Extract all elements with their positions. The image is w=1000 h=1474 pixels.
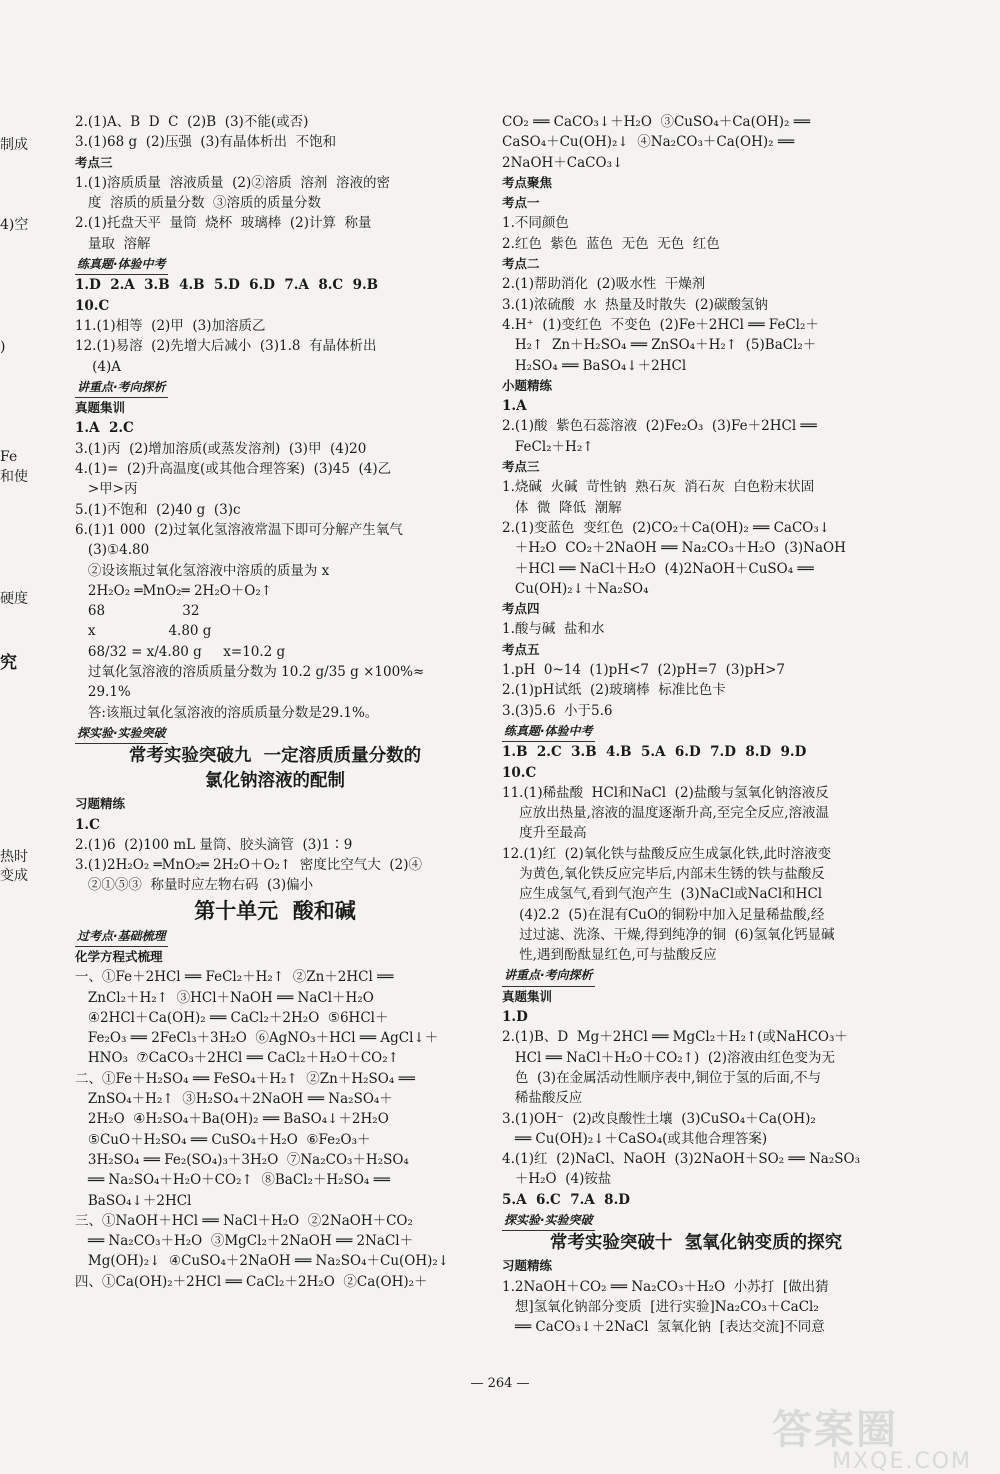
answer-line: 2H₂O ④H₂SO₄＋Ba(OH)₂ ══ BaSO₄↓＋2H₂O — [75, 1111, 389, 1128]
left-column — [75, 112, 475, 1292]
answer-line: 4.(1)= (2)升高温度(或其他合理答案) (3)45 (4)乙 — [75, 461, 392, 478]
section-heading: 考点聚焦 — [502, 174, 553, 190]
answer-line: 1.D — [502, 1009, 528, 1026]
answer-line: CO₂ ══ CaCO₃↓＋H₂O ③CuSO₄＋Ca(OH)₂ ══ — [502, 114, 810, 130]
answer-line: 1.D 2.A 3.B 4.B 5.D 6.D 7.A 8.C 9.B — [75, 277, 379, 294]
section-heading: 小题精练 — [502, 377, 553, 393]
answer-line: 2.(1)酸 紫色石蕊溶液 (2)Fe₂O₃ (3)Fe＋2HCl ══ — [502, 418, 817, 435]
banner-line — [502, 721, 890, 742]
answer-line: ＋H₂O (4)铵盐 — [502, 1171, 612, 1188]
answer-line: ⑤CuO＋H₂SO₄ ══ CuSO₄＋H₂O ⑥Fe₂O₃＋ — [75, 1131, 371, 1148]
margin-fragment: 变成 — [0, 868, 28, 884]
answer-line: 5.(1)不饱和 (2)40 g (3)c — [75, 501, 241, 518]
answer-line: 3H₂SO₄ ══ Fe₂(SO₄)₃＋3H₂O ⑦Na₂CO₃＋H₂SO₄ — [75, 1151, 409, 1168]
section-heading: 习题精练 — [502, 1258, 553, 1274]
answer-line: 1.pH 0~14 (1)pH<7 (2)pH=7 (3)pH>7 — [502, 662, 786, 679]
banner-line — [75, 926, 475, 947]
answer-line: H₂SO₄ ══ BaSO₄↓＋2HCl — [502, 357, 687, 374]
answer-line: ══ Cu(OH)₂↓＋CaSO₄(或其他合理答案) — [502, 1130, 768, 1147]
answer-line: 答:该瓶过氧化氢溶液的溶质质量分数是29.1%。 — [75, 704, 379, 721]
section-banner: 探实验·实验突破 — [502, 1210, 595, 1231]
answer-line: ＋HCl ══ NaCl＋H₂O (4)2NaOH＋CuSO₄ ══ — [502, 560, 814, 577]
answer-line: 应生成氢气,看到气泡产生 (3)NaCl或NaCl和HCl — [502, 886, 823, 903]
answer-line: 一、①Fe＋2HCl ══ FeCl₂＋H₂↑ ②Zn＋2HCl ══ — [75, 969, 394, 986]
answer-line: 为黄色,氧化铁反应完毕后,内部未生锈的铁与盐酸反 — [502, 865, 825, 882]
answer-line: 三、①NaOH＋HCl ══ NaCl＋H₂O ②2NaOH＋CO₂ — [75, 1212, 413, 1229]
right-column — [502, 112, 890, 1338]
answer-line: 3.(1)68 g (2)压强 (3)有晶体析出 不饱和 — [75, 134, 337, 151]
answer-line: 2.(1)B、D Mg＋2HCl ══ MgCl₂＋H₂↑(或NaHCO₃＋ — [502, 1029, 848, 1046]
answer-line: 3.(3)5.6 小于5.6 — [502, 702, 613, 719]
answer-line: 12.(1)易溶 (2)先增大后减小 (3)1.8 有晶体析出 — [75, 338, 377, 355]
answer-line: (4)A — [75, 358, 122, 375]
answer-line: 度升至最高 — [502, 825, 587, 842]
answer-line: 4.(1)红 (2)NaCl、NaOH (3)2NaOH＋SO₂ ══ Na₂SO₃ — [502, 1151, 860, 1168]
answer-line: FeCl₂＋H₂↑ — [502, 438, 594, 455]
answer-line: 2H₂O₂ ═MnO₂═ 2H₂O＋O₂↑ — [75, 582, 273, 599]
answer-line: 10.C — [502, 764, 537, 781]
answer-line: 1.不同颜色 — [502, 215, 569, 232]
answer-line: 1.A — [502, 398, 527, 415]
margin-fragment: 究 — [0, 653, 17, 673]
answer-line: 2NaOH＋CaCO₃↓ — [502, 154, 624, 171]
answer-line: 1.烧碱 火碱 苛性钠 熟石灰 消石灰 白色粉末状固 — [502, 479, 815, 496]
answer-line: ══ CaCO₃↓＋2NaCl 氢氧化钠 [表达交流]不同意 — [502, 1319, 825, 1336]
answer-line: Cu(OH)₂↓＋Na₂SO₄ — [502, 580, 649, 597]
answer-line: 1.A 2.C — [75, 420, 134, 437]
answer-line: 3.(1)OH⁻ (2)改良酸性土壤 (3)CuSO₄＋Ca(OH)₂ — [502, 1110, 816, 1127]
answer-line: 3.(1)丙 (2)增加溶质(或蒸发溶剂) (3)甲 (4)20 — [75, 440, 367, 457]
answer-line: H₂↑ Zn＋H₂SO₄ ══ ZnSO₄＋H₂↑ (5)BaCl₂＋ — [502, 337, 817, 354]
margin-fragment: 4)空 — [0, 217, 29, 233]
answer-line: 性,遇到酚酞显红色,可与盐酸反应 — [502, 947, 717, 964]
margin-fragment: 制成 — [0, 137, 28, 153]
answer-line: 10.C — [75, 297, 110, 314]
answer-line: HCl ══ NaCl＋H₂O＋CO₂↑) (2)溶液由红色变为无 — [502, 1049, 835, 1066]
banner-line — [75, 254, 475, 275]
answer-line: >甲>丙 — [75, 481, 138, 498]
answer-line: 2.(1)6 (2)100 mL 量筒、胶头滴管 (3)1∶9 — [75, 836, 353, 853]
margin-fragment: ) — [0, 339, 6, 355]
answer-line: 3.(1)2H₂O₂ ═MnO₂═ 2H₂O＋O₂↑ 密度比空气大 (2)④ — [75, 857, 423, 874]
answer-line: 4.H⁺ (1)变红色 不变色 (2)Fe＋2HCl ══ FeCl₂＋ — [502, 316, 819, 333]
answer-line: 二、①Fe＋H₂SO₄ ══ FeSO₄＋H₂↑ ②Zn＋H₂SO₄ ══ — [75, 1070, 415, 1087]
section-heading: 真题集训 — [502, 988, 553, 1004]
answer-line: 68 32 — [75, 603, 200, 620]
answer-line: (3)①4.80 — [75, 542, 150, 559]
section-heading: 考点二 — [502, 256, 540, 272]
answer-line: 2.红色 紫色 蓝色 无色 无色 红色 — [502, 235, 720, 252]
banner-line — [502, 1210, 890, 1231]
answer-line: 2.(1)A、B D C (2)B (3)不能(或否) — [75, 114, 309, 130]
section-heading: 真题集训 — [75, 400, 126, 416]
answer-line: 1.B 2.C 3.B 4.B 5.A 6.D 7.D 8.D 9.D — [502, 744, 807, 761]
section-banner: 讲重点·考向探析 — [502, 965, 595, 986]
answer-line: ══ Na₂CO₃＋H₂O ③MgCl₂＋2NaOH ══ 2NaCl＋ — [75, 1233, 414, 1250]
answer-line: 2.(1)变蓝色 变红色 (2)CO₂＋Ca(OH)₂ ══ CaCO₃↓ — [502, 519, 831, 536]
answer-line: 过过滤、洗涤、干燥,得到纯净的铜 (6)氢氧化钙显碱 — [502, 926, 835, 943]
banner-line — [75, 723, 475, 744]
answer-line: 1.C — [75, 816, 100, 833]
section-banner: 练真题·体验中考 — [75, 254, 168, 275]
answer-line: ══ Na₂SO₄＋H₂O＋CO₂↑ ⑧BaCl₂＋H₂SO₄ ══ — [75, 1172, 390, 1189]
margin-fragment: 热时 — [0, 849, 28, 865]
answer-line: 29.1% — [75, 684, 131, 701]
answer-line: CaSO₄＋Cu(OH)₂↓ ④Na₂CO₃＋Ca(OH)₂ ══ — [502, 134, 795, 151]
answer-line: Mg(OH)₂↓ ④CuSO₄＋2NaOH ══ Na₂SO₄＋Cu(OH)₂↓ — [75, 1253, 450, 1270]
answer-line: (4)2.2 (5)在混有CuO的铜粉中加入足量稀盐酸,经 — [502, 906, 825, 923]
answer-line: 稀盐酸反应 — [502, 1090, 583, 1107]
answer-line: 1.(1)溶质质量 溶液质量 (2)②溶质 溶剂 溶液的密 — [75, 174, 390, 191]
section-title: 第十单元 酸和碱 — [194, 897, 356, 923]
answer-line: 度 溶质的质量分数 ③溶质的质量分数 — [75, 195, 322, 212]
section-heading: 考点三 — [75, 154, 113, 170]
answer-line: Fe₂O₃ ══ 2FeCl₃＋3H₂O ⑥AgNO₃＋HCl ══ AgCl↓＋ — [75, 1030, 439, 1047]
section-banner: 练真题·体验中考 — [502, 721, 595, 742]
section-title: 常考实验突破九 一定溶质质量分数的 — [128, 746, 422, 767]
page-number: — 264 — — [470, 1376, 530, 1391]
answer-line: 1.酸与碱 盐和水 — [502, 621, 605, 638]
banner-line — [502, 965, 890, 986]
answer-line: 色 (3)在金属活动性顺序表中,铜位于氢的后面,不与 — [502, 1069, 822, 1086]
answer-line: 68/32 = x/4.80 g x=10.2 g — [75, 643, 286, 660]
section-title: 氯化钠溶液的配制 — [205, 771, 345, 792]
section-title: 常考实验突破十 氢氧化钠变质的探究 — [549, 1233, 843, 1254]
answer-line: 5.A 6.C 7.A 8.D — [502, 1191, 630, 1208]
section-heading: 考点四 — [502, 601, 540, 617]
answer-line: 12.(1)红 (2)氧化铁与盐酸反应生成氯化铁,此时溶液变 — [502, 845, 832, 862]
answer-line: ZnSO₄＋H₂↑ ③H₂SO₄＋2NaOH ══ Na₂SO₄＋ — [75, 1091, 393, 1108]
answer-line: ②设该瓶过氧化氢溶液中溶质的质量为 x — [75, 562, 330, 579]
section-heading: 考点三 — [502, 459, 540, 475]
margin-fragment: 硬度 — [0, 591, 28, 607]
answer-line: ②①⑤③ 称量时应左物右码 (3)偏小 — [75, 877, 314, 894]
section-heading: 考点一 — [502, 195, 540, 211]
answer-line: 2.(1)帮助消化 (2)吸水性 干燥剂 — [502, 276, 706, 293]
margin-fragment: Fe — [0, 449, 18, 465]
watermark-logo: 答案圈 MXQE.COM — [772, 1407, 972, 1474]
answer-line: 11.(1)相等 (2)甲 (3)加溶质乙 — [75, 317, 266, 334]
answer-line: 1.2NaOH＋CO₂ ══ Na₂CO₃＋H₂O 小苏打 [做出猜 — [502, 1278, 829, 1295]
answer-line: 应放出热量,溶液的温度逐渐升高,至完全反应,溶液温 — [502, 805, 830, 822]
answer-line: 2.(1)pH试纸 (2)玻璃棒 标准比色卡 — [502, 682, 726, 699]
section-banner: 过考点·基础梳理 — [75, 926, 168, 947]
answer-line: 3.(1)浓硫酸 水 热量及时散失 (2)碳酸氢钠 — [502, 296, 768, 313]
answer-line: 体 微 降低 潮解 — [502, 499, 622, 516]
margin-fragment: 和使 — [0, 469, 28, 485]
section-heading: 考点五 — [502, 641, 540, 657]
section-banner: 讲重点·考向探析 — [75, 377, 168, 398]
section-banner: 探实验·实验突破 — [75, 723, 168, 744]
answer-line: 量取 溶解 — [75, 235, 151, 252]
banner-line — [75, 377, 475, 398]
answer-line: x 4.80 g — [75, 623, 212, 640]
answer-line: ④2HCl＋Ca(OH)₂ ══ CaCl₂＋2H₂O ⑤6HCl＋ — [75, 1009, 389, 1026]
answer-line: ＋H₂O CO₂＋2NaOH ══ Na₂CO₃＋H₂O (3)NaOH — [502, 540, 846, 557]
answer-line: 6.(1)1 000 (2)过氧化氢溶液常温下即可分解产生氧气 — [75, 521, 403, 538]
answer-line: 2.(1)托盘天平 量筒 烧杯 玻璃棒 (2)计算 称量 — [75, 215, 372, 232]
answer-line: BaSO₄↓＋2HCl — [75, 1192, 192, 1209]
answer-line: 过氧化氢溶液的溶质质量分数为 10.2 g/35 g ×100%≈ — [75, 664, 425, 681]
answer-line: 11.(1)稀盐酸 HCl和NaCl (2)盐酸与氢氧化钠溶液反 — [502, 784, 829, 801]
answer-line: 想]氢氧化钠部分变质 [进行实验]Na₂CO₃＋CaCl₂ — [502, 1298, 819, 1315]
answer-line: 四、①Ca(OH)₂＋2HCl ══ CaCl₂＋2H₂O ②Ca(OH)₂＋ — [75, 1273, 428, 1290]
section-heading: 习题精练 — [75, 796, 126, 812]
answer-line: HNO₃ ⑦CaCO₃＋2HCl ══ CaCl₂＋H₂O＋CO₂↑ — [75, 1050, 399, 1067]
section-heading: 化学方程式梳理 — [75, 948, 163, 964]
answer-line: ZnCl₂＋H₂↑ ③HCl＋NaOH ══ NaCl＋H₂O — [75, 989, 374, 1006]
